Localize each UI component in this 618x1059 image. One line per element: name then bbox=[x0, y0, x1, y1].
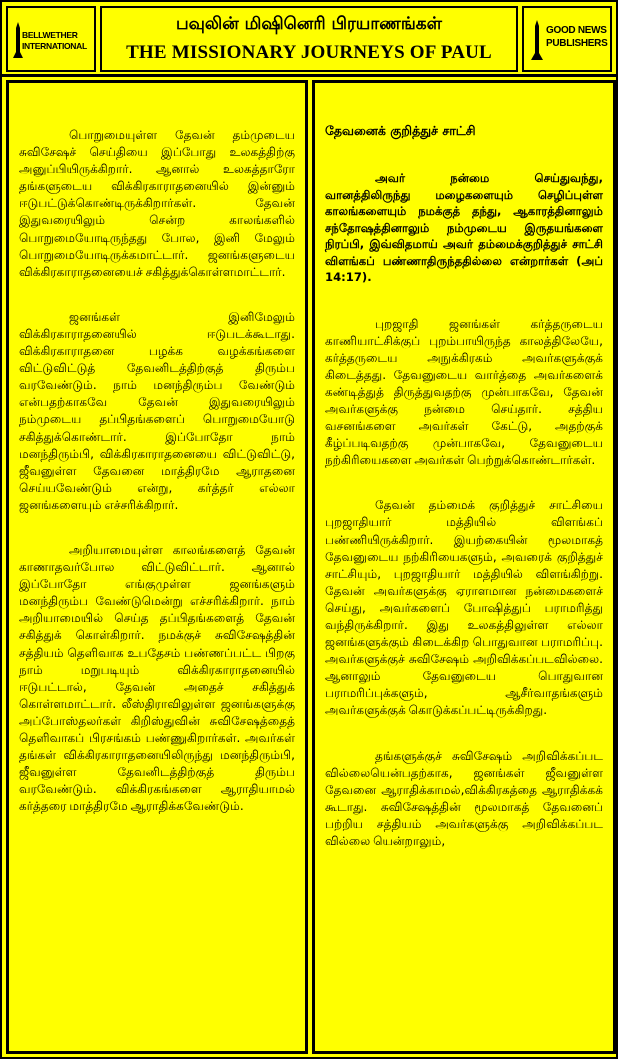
paragraph: தங்களுக்குச் சுவிசேஷம் அறிவிக்கப்பட வில்லையென்பதற்காக, ஜனங்கள் ஜீவனுள்ள தேவனை ஆராதிக்காமல்,விக்கிரகத்தை ஆராதிக்கக் கூடாது. சுவிசேஷத்தின் மூலமாகத் தேவனைப் பற்றிய சத்தியம் அவர்களுக்கு அறிவிக்கப்பட வில்லை யென்றாலும், bbox=[325, 748, 603, 849]
paragraph: தேவன் தம்மைக் குறித்துச் சாட்சியை புறஜாதியார் மத்தியில் விளங்கப் பண்ணியிருக்கிறார். இயற்கையின் மூலமாகத் தேவனுடைய நற்கிரியைகளும், அவரைக் குறித்துச் சாட்சியும், புறஜாதியார் மத்தியில் விளங்கிற்று. தேவன் அவர்களுக்கு ஏராளமான நன்மைகளைச் செய்து, அவர்களைப் போஷித்துப் பராமரித்து வந்திருக்கிறார். இது உலகத்திலுள்ள எல்லா ஜனங்களுக்கும் கிடைக்கிற பொதுவான பராமரிப்பு. அவர்களுக்குச் சுவிசேஷம் அறிவிக்கப்படவில்லை. ஆனாலும் தேவனுடைய பொதுவான பராமரிப்புக்களும், ஆசீர்வாதங்களும் அவர்களுக்குக் கொடுக்கப்பட்டிருக்கிறது. bbox=[325, 498, 603, 718]
left-column bbox=[6, 80, 308, 1054]
bellwether-logo bbox=[6, 6, 96, 72]
paragraph: புறஜாதி ஜனங்கள் கர்த்தருடைய காணியாட்சிக்குப் புறம்பாயிருந்த காலத்திலேயே, கர்த்தருடைய அநுக்கிரகம் அவர்களுக்குக் கிடைத்தது. தேவனுடைய வார்த்தை அவர்களைக் கண்டித்துத் திருத்துவதற்கு முன்பாகவே, தேவன் அவர்களுக்கு நன்மை செய்தார். சத்திய வசனங்களை அவர்கள் கேட்டு, அதற்குக் கீழ்ப்படிவதற்கு முன்பாகவே, தேவனுடைய நற்கிரியைகளை அவர்கள் பெற்றுக்கொண்டார்கள். bbox=[325, 316, 603, 468]
tower-icon bbox=[530, 20, 544, 60]
logo-line-1: GOOD NEWS bbox=[546, 25, 607, 36]
paragraph: பொறுமையுள்ள தேவன் தம்முடைய சுவிசேஷச் செய்தியை இப்போது உலகத்திற்கு அனுப்பியிருக்கிறார். ஆனால் உலகத்தாரோ தங்களுடைய விக்கிரகாராதனையில் இன்னும் ஈடுபட்டுக்கொண்டிருக்கிறார்கள். தேவன் இதுவரையிலும் சென்ற காலங்களில் பொறுமையோடிருந்தது போல, இனி மேலும் பொறுமையோடிருக்கமாட்டார். ஜனங்களுடைய விக்கிரகாராதனையைச் சகித்துக்கொள்ளமாட்டார். bbox=[19, 128, 295, 279]
header-banner bbox=[2, 2, 616, 77]
logo-line-2: INTERNATIONAL bbox=[22, 41, 87, 51]
page-title-tamil: பவுலின் மிஷினெரி பிரயாணங்கள் bbox=[176, 14, 442, 34]
paragraph: ஜனங்கள் இனிமேலும் விக்கிரகாராதனையில் ஈடுபடக்கூடாது. விக்கிரகாராதனை பழக்க வழக்கங்களை விட்டுவிட்டுத் தேவனிடத்திற்குத் திரும்ப வரவேண்டும். நாம் மனந்திரும்ப வேண்டும் என்பதற்காகவே தேவன் இதுவரையிலும் நம்முடைய தப்பிதங்களைப் பொறுமையோடு சகித்துக்கொண்டார். இப்போதோ நாம் மனந்திரும்பி, விக்கிரகாராதனையை விட்டுவிட்டு, ஜீவனுள்ள தேவனை மாத்திரமே ஆராதனை செய்யவேண்டும் என்று, கர்த்தர் எல்லா ஜனங்களையும் எச்சரிக்கிறார். bbox=[19, 309, 295, 512]
section-heading: தேவனைக் குறித்துச் சாட்சி bbox=[325, 123, 476, 138]
page-title-english: THE MISSIONARY JOURNEYS OF PAUL bbox=[126, 42, 492, 63]
logo-line-1: BELLWETHER bbox=[22, 30, 78, 40]
logo-line-2: PUBLISHERS bbox=[546, 38, 608, 49]
scripture-quote: அவர் நன்மை செய்துவந்து, வானத்திலிருந்து மழைகளையும் செழிப்புள்ள காலங்களையும் நமக்குத் தந்து, ஆகாரத்தினாலும் சந்தோஷத்தினாலும் நம்முடைய இருதயங்களை நிரப்பி, இவ்விதமாய் அவர் தம்மைக்குறித்துச் சாட்சி விளங்கப் பண்ணாதிருந்ததில்லை என்றார்கள் (அப் 14:17). bbox=[325, 171, 603, 284]
good-news-logo bbox=[522, 6, 612, 72]
paragraph: அறியாமையுள்ள காலங்களைத் தேவன் காணாதவர்போல விட்டுவிட்டார். ஆனால் இப்போதோ எங்குமுள்ள ஜனங்களும் மனந்திரும்ப வேண்டுமென்று எச்சரிக்கிறார். நாம் அறியாமையில் செய்த தப்பிதங்களைத் தேவன் சகித்துக் கொள்கிறார். நமக்குச் சுவிசேஷத்தின் சத்தியம் தெளிவாக உபதேசம் பண்ணப்பட்ட பிறகு நாம் மறுபடியும் விக்கிரகாராதனையில் ஈடுபட்டால், தேவன் அதைச் சகித்துக் கொள்ளமாட்டார். லீஸ்திராவிலுள்ள ஜனங்களுக்கு அப்போஸ்தலர்கள் கிறிஸ்துவின் சுவிசேஷத்தைத் தெளிவாகப் பிரசங்கம் பண்ணுகிறார்கள். அவர்கள் தங்கள் விக்கிரகாராதனையிலிருந்து மனந்திரும்பி, ஜீவனுள்ள தேவனிடத்திற்குத் திரும்ப வரவேண்டும். விக்கிரகங்களை ஆராதியாமல் கர்த்தரை மாத்திரமே ஆராதிக்கவேண்டும். bbox=[19, 542, 295, 814]
title-box bbox=[100, 6, 518, 72]
right-column bbox=[312, 80, 616, 1054]
